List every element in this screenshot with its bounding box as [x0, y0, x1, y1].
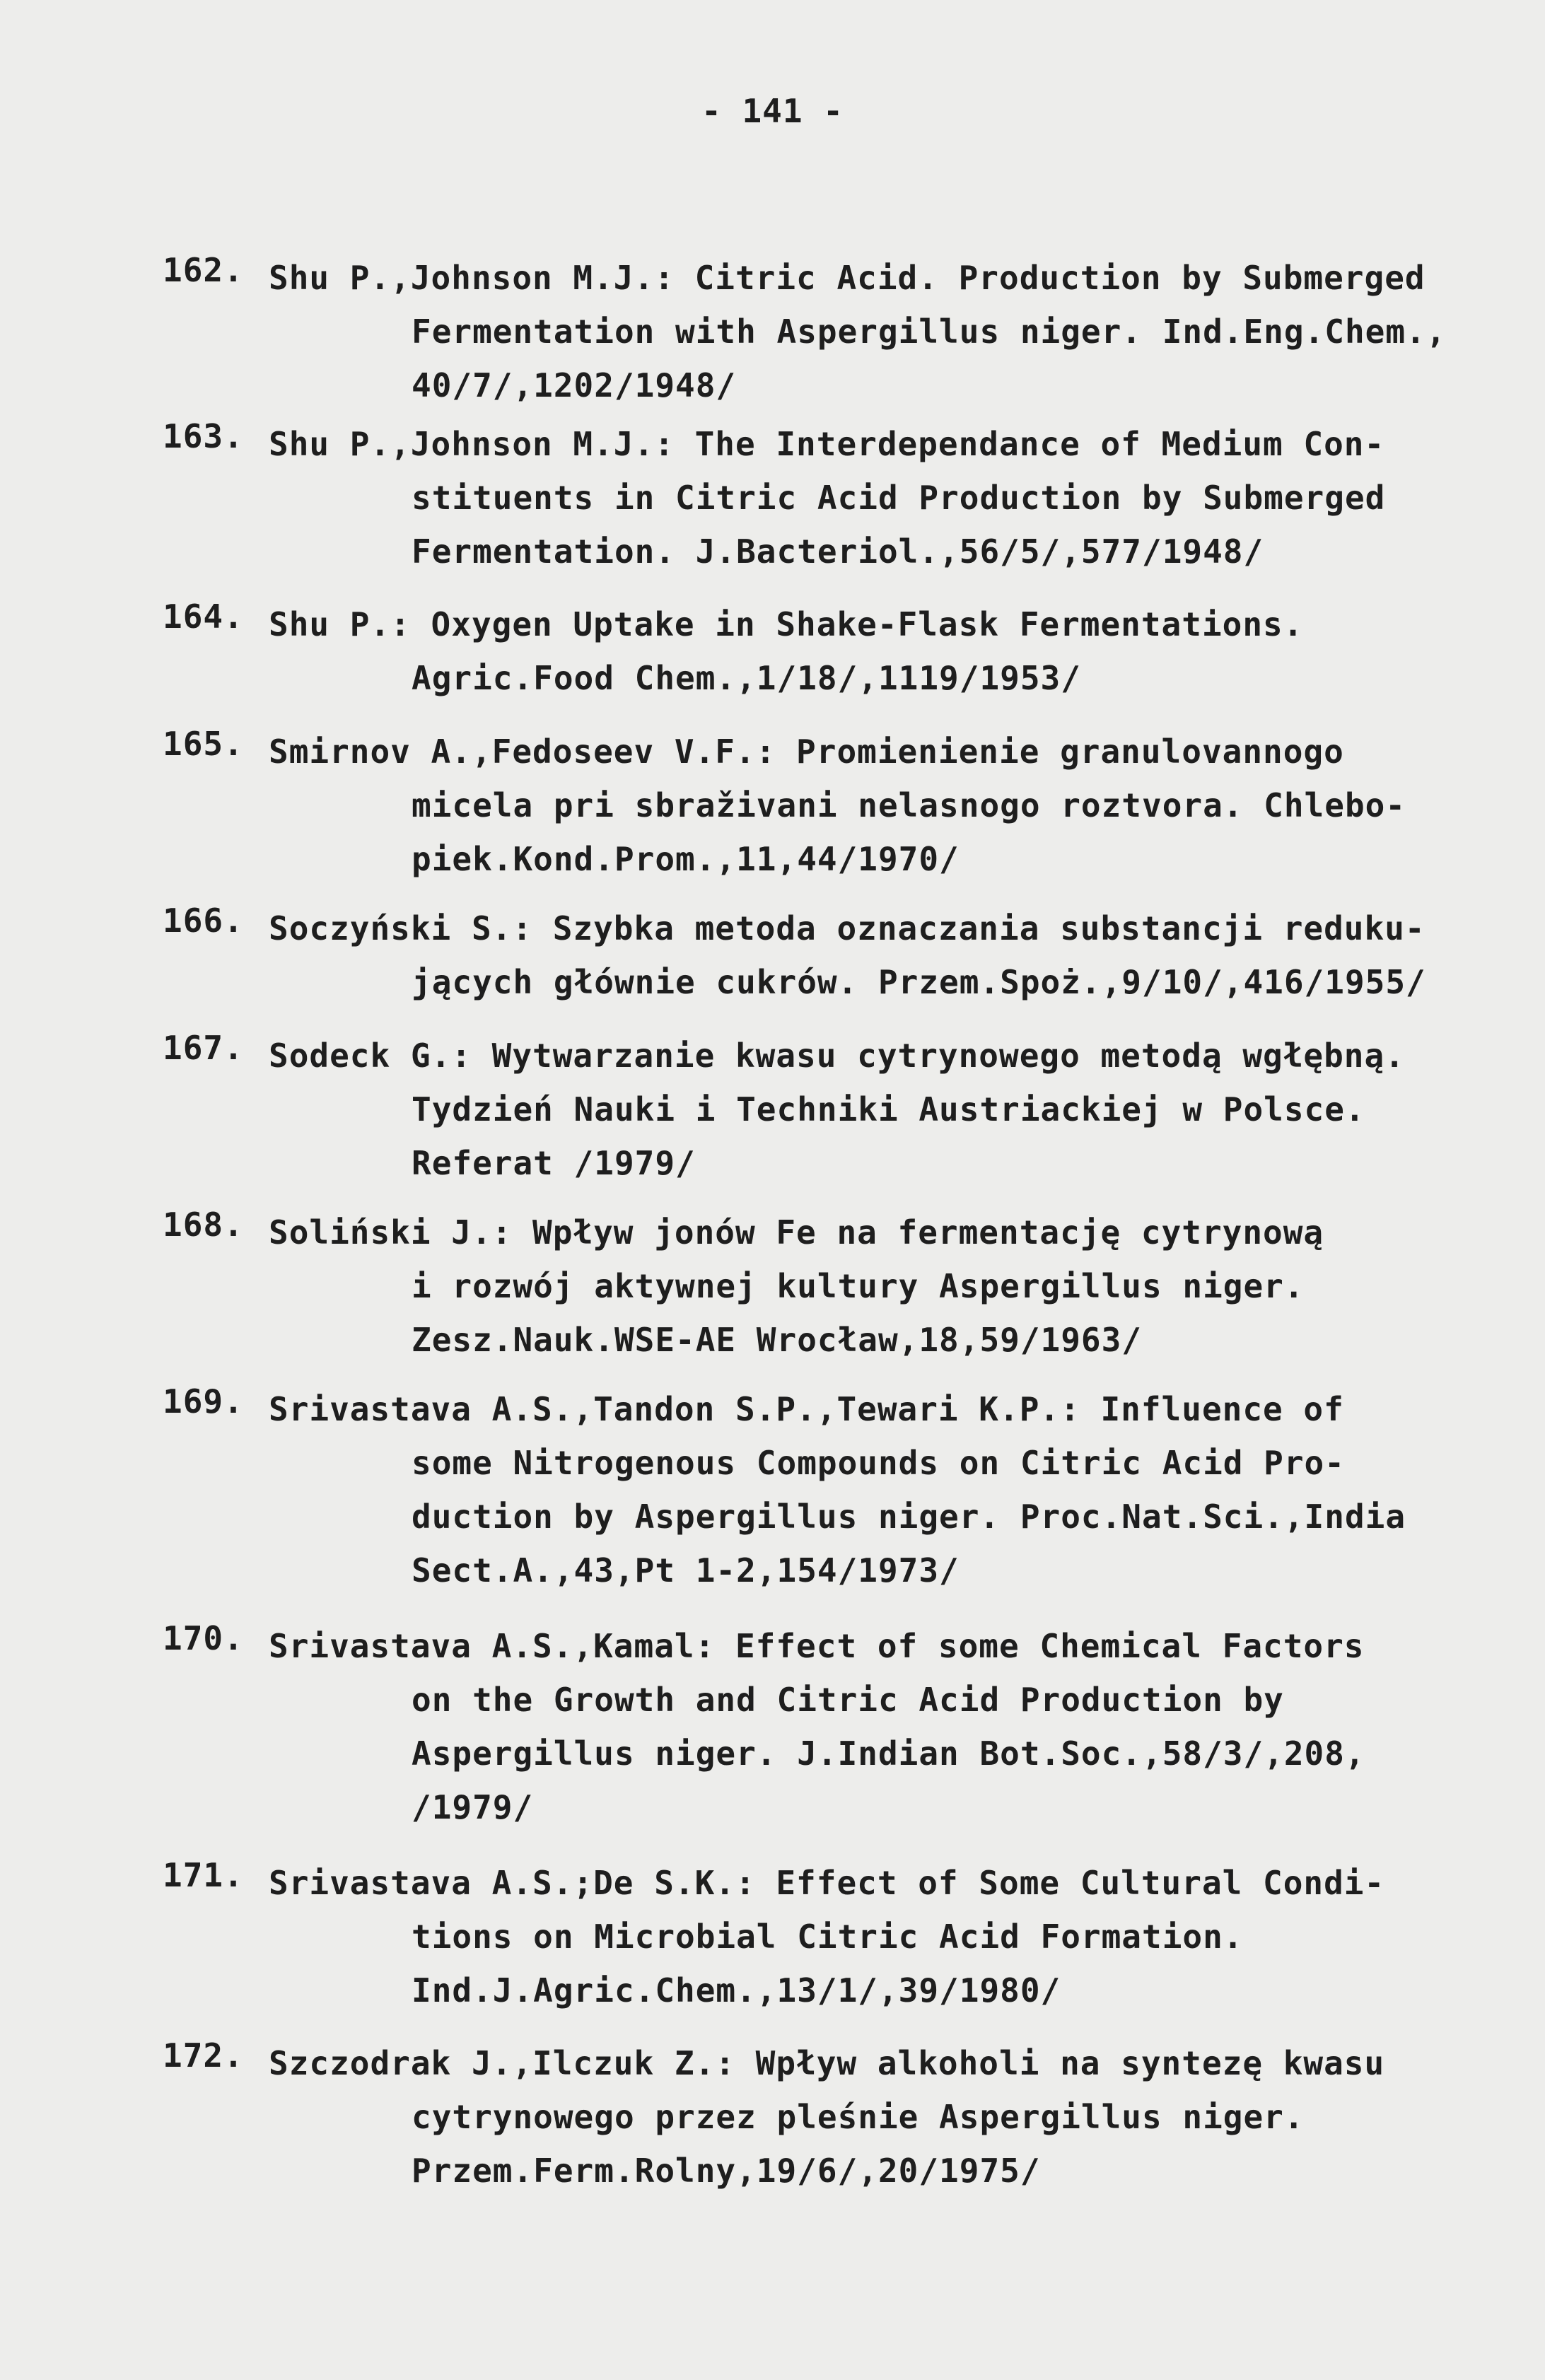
- reference-line: Sect.A.,43,Pt 1-2,154/1973/: [412, 1551, 960, 1589]
- reference-line: Szczodrak J.,Ilczuk Z.: Wpływ alkoholi na syntezę kwasu: [269, 2044, 1385, 2082]
- reference-number: 168.: [163, 1206, 244, 1244]
- reference-line: Shu P.,Johnson M.J.: Citric Acid. Production by Submerged: [269, 259, 1426, 297]
- reference-line: Shu P.,Johnson M.J.: The Interdependance of Medium Con-: [269, 425, 1385, 463]
- reference-number: 164.: [163, 597, 244, 636]
- reference-line: Srivastava A.S.,Kamal: Effect of some Chemical Factors: [269, 1627, 1365, 1665]
- reference-line: Fermentation. J.Bacteriol.,56/5/,577/1948/: [412, 532, 1264, 571]
- reference-text: [269, 2036, 1506, 2198]
- reference-line: Srivastava A.S.;De S.K.: Effect of Some Cultural Condi-: [269, 1864, 1385, 1902]
- reference-line: Soczyński S.: Szybka metoda oznaczania substancji reduku-: [269, 909, 1426, 947]
- reference-text: [269, 1206, 1506, 1367]
- reference-line: Tydzień Nauki i Techniki Austriackiej w Polsce.: [412, 1090, 1365, 1128]
- reference-number: 163.: [163, 417, 244, 455]
- reference-line: micela pri sbraživani nelasnogo roztvora. Chlebo-: [412, 786, 1406, 824]
- reference-line: stituents in Citric Acid Production by Submerged: [412, 479, 1386, 517]
- reference-number: 167.: [163, 1029, 244, 1067]
- reference-line: i rozwój aktywnej kultury Aspergillus niger.: [412, 1267, 1305, 1305]
- reference-line: Aspergillus niger. J.Indian Bot.Soc.,58/3/,208,: [412, 1734, 1365, 1773]
- reference-line: Agric.Food Chem.,1/18/,1119/1953/: [412, 659, 1081, 697]
- reference-line: tions on Microbial Citric Acid Formation.: [412, 1918, 1244, 1956]
- reference-line: jących głównie cukrów. Przem.Spoż.,9/10/,416/1955/: [412, 963, 1426, 1001]
- reference-line: 40/7/,1202/1948/: [412, 366, 737, 404]
- reference-text: [269, 725, 1506, 886]
- reference-line: Smirnov A.,Fedoseev V.F.: Promienienie granulovannogo: [269, 733, 1344, 771]
- reference-line: cytrynowego przez pleśnie Aspergillus niger.: [412, 2098, 1305, 2136]
- reference-text: [269, 1619, 1506, 1834]
- reference-line: Przem.Ferm.Rolny,19/6/,20/1975/: [412, 2152, 1041, 2190]
- reference-line: on the Growth and Citric Acid Production by: [412, 1681, 1284, 1719]
- reference-number: 170.: [163, 1619, 244, 1657]
- reference-number: 172.: [163, 2036, 244, 2075]
- reference-number: 171.: [163, 1856, 244, 1894]
- reference-line: some Nitrogenous Compounds on Citric Acid Pro-: [412, 1444, 1345, 1482]
- reference-line: Ind.J.Agric.Chem.,13/1/,39/1980/: [412, 1971, 1061, 2009]
- reference-text: [269, 902, 1506, 1009]
- page-number: - 141 -: [701, 92, 844, 130]
- reference-line: piek.Kond.Prom.,11,44/1970/: [412, 840, 960, 878]
- reference-number: 162.: [163, 251, 244, 289]
- reference-text: [269, 1382, 1506, 1597]
- reference-number: 169.: [163, 1382, 244, 1421]
- reference-number: 166.: [163, 902, 244, 940]
- reference-line: duction by Aspergillus niger. Proc.Nat.Sci.,India: [412, 1498, 1406, 1536]
- reference-number: 165.: [163, 725, 244, 763]
- reference-line: Shu P.: Oxygen Uptake in Shake-Flask Fermentations.: [269, 605, 1304, 643]
- reference-text: [269, 251, 1506, 412]
- reference-text: [269, 1856, 1506, 2017]
- reference-line: Sodeck G.: Wytwarzanie kwasu cytrynowego metodą wgłębną.: [269, 1037, 1405, 1075]
- reference-text: [269, 417, 1506, 578]
- reference-text: [269, 1029, 1506, 1190]
- reference-line: Referat /1979/: [412, 1144, 696, 1182]
- reference-text: [269, 597, 1506, 705]
- reference-line: Soliński J.: Wpływ jonów Fe na fermentację cytrynową: [269, 1213, 1324, 1252]
- reference-line: Srivastava A.S.,Tandon S.P.,Tewari K.P.: Influence of: [269, 1390, 1344, 1428]
- reference-line: /1979/: [412, 1788, 534, 1826]
- reference-line: Fermentation with Aspergillus niger. Ind.Eng.Chem.,: [412, 313, 1447, 351]
- reference-line: Zesz.Nauk.WSE-AE Wrocław,18,59/1963/: [412, 1321, 1142, 1359]
